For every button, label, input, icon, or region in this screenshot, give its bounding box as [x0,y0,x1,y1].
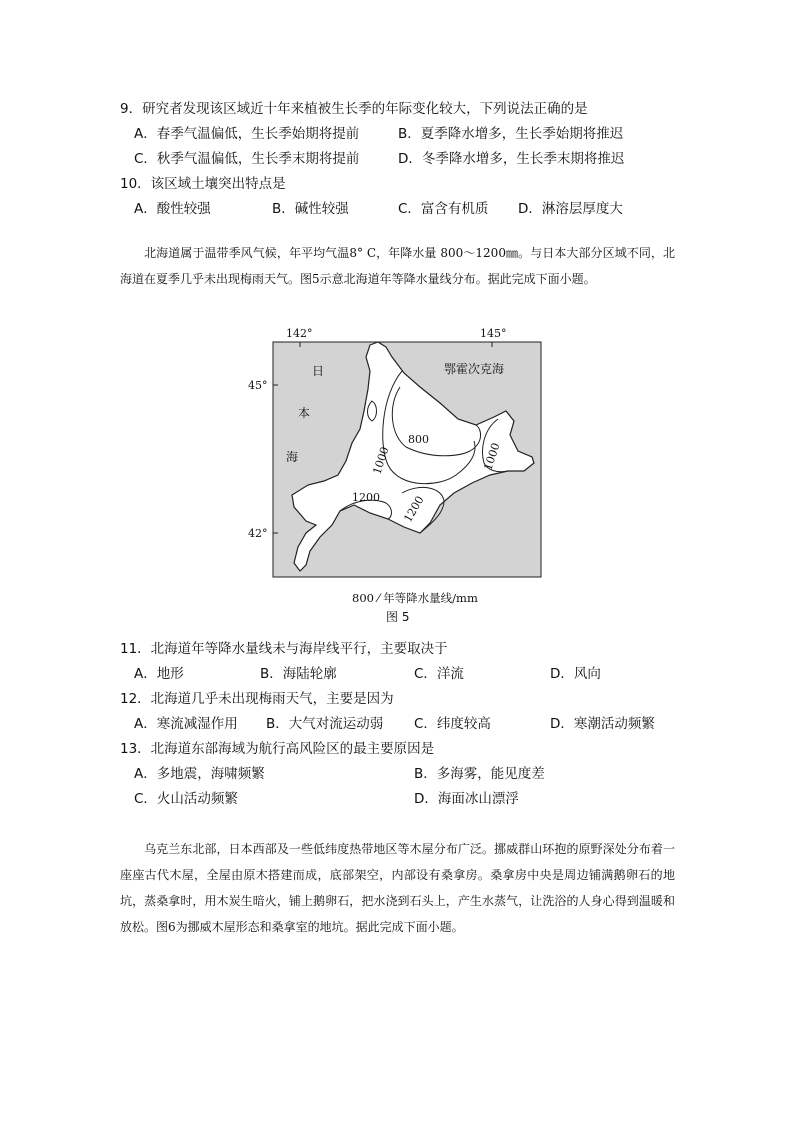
q11-stem: 11．北海道年等降水量线未与海岸线平行，主要取决于 [120,641,448,657]
isoline-label-1000-west: 1000 [370,445,392,476]
q12-option-d: D．寒潮活动频繁 [550,716,655,732]
figure-caption: 图 5 [386,610,410,624]
q12-option-c: C．纬度较高 [414,716,491,732]
passage-hokkaido-text: 北海道属于温带季风气候，年平均气温8° C，年降水量 800～1200㎜。与日本大部分区域不同，北海道在夏季几乎未出现梅雨天气。图5示意北海道年等降水量线分布。据此完成下面小题。 [120,246,675,286]
isoline-label-1200-west: 1200 [352,491,380,504]
q13-option-b: B．多海雾，能见度差 [414,766,545,782]
q11-option-c: C．洋流 [414,666,464,682]
q10-option-a: A．酸性较强 [134,201,211,217]
isoline-label-1000-east: 1000 [481,441,503,472]
map-legend: 800 ⁄ 年等降水量线/mm [352,591,478,605]
passage-norway-cabin-text: 乌克兰东北部，日本西部及一些低纬度热带地区等木屋分布广泛。挪威群山环抱的原野深处分布着一座座古代木屋，全屋由原木搭建而成，底部架空，内部设有桑拿房。桑拿房中央是周边铺满鹅卵石的地坑，蒸桑拿时，用木炭生暗火，铺上鹅卵石，把水浇到石头上，产生水蒸气，让洗浴的人身心得到温暖和放松。图6为挪威木屋形态和桑拿室的地坑。据此完成下面小题。 [120,842,675,934]
hokkaido-precipitation-map [248,325,544,580]
isoline-label-800: 800 [408,433,429,446]
sea-label-japan-2: 本 [298,406,311,420]
q9-option-b: B．夏季降水增多，生长季始期将推迟 [398,126,624,142]
q9-option-c: C．秋季气温偏低，生长季末期将提前 [134,151,360,167]
lon-label-145: 145° [480,327,507,340]
q9-option-d: D．冬季降水增多，生长季末期将推迟 [398,151,625,167]
sea-label-okhotsk: 鄂霍次克海 [444,362,505,376]
q12-option-b: B．大气对流运动弱 [266,716,384,732]
isoline-label-1200-south: 1200 [401,493,427,525]
q11-option-a: A．地形 [134,666,184,682]
q10-stem: 10．该区域土壤突出特点是 [120,176,286,192]
q10-option-b: B．碱性较强 [272,201,349,217]
q10-option-c: C．富含有机质 [398,201,489,217]
passage-norway-cabin [120,836,675,940]
q12-option-a: A．寒流减湿作用 [134,716,238,732]
q9-stem: 9．研究者发现该区域近十年来植被生长季的年际变化较大，下列说法正确的是 [120,101,588,117]
lon-label-142: 142° [286,327,313,340]
q13-stem: 13．北海道东部海域为航行高风险区的最主要原因是 [120,741,435,757]
passage-hokkaido [120,240,675,292]
q13-option-d: D．海面冰山漂浮 [414,791,519,807]
lat-label-42: 42° [248,527,268,540]
q10-option-d: D．淋溶层厚度大 [518,201,623,217]
q11-option-b: B．海陆轮廓 [260,666,337,682]
q11-option-d: D．风向 [550,666,601,682]
lat-label-45: 45° [248,379,268,392]
sea-label-japan-1: 日 [312,364,325,378]
q13-option-c: C．火山活动频繁 [134,791,238,807]
q9-option-a: A．春季气温偏低，生长季始期将提前 [134,126,360,142]
q12-stem: 12．北海道几乎未出现梅雨天气，主要是因为 [120,691,394,707]
sea-label-japan-3: 海 [286,450,299,464]
q13-option-a: A．多地震，海啸频繁 [134,766,265,782]
